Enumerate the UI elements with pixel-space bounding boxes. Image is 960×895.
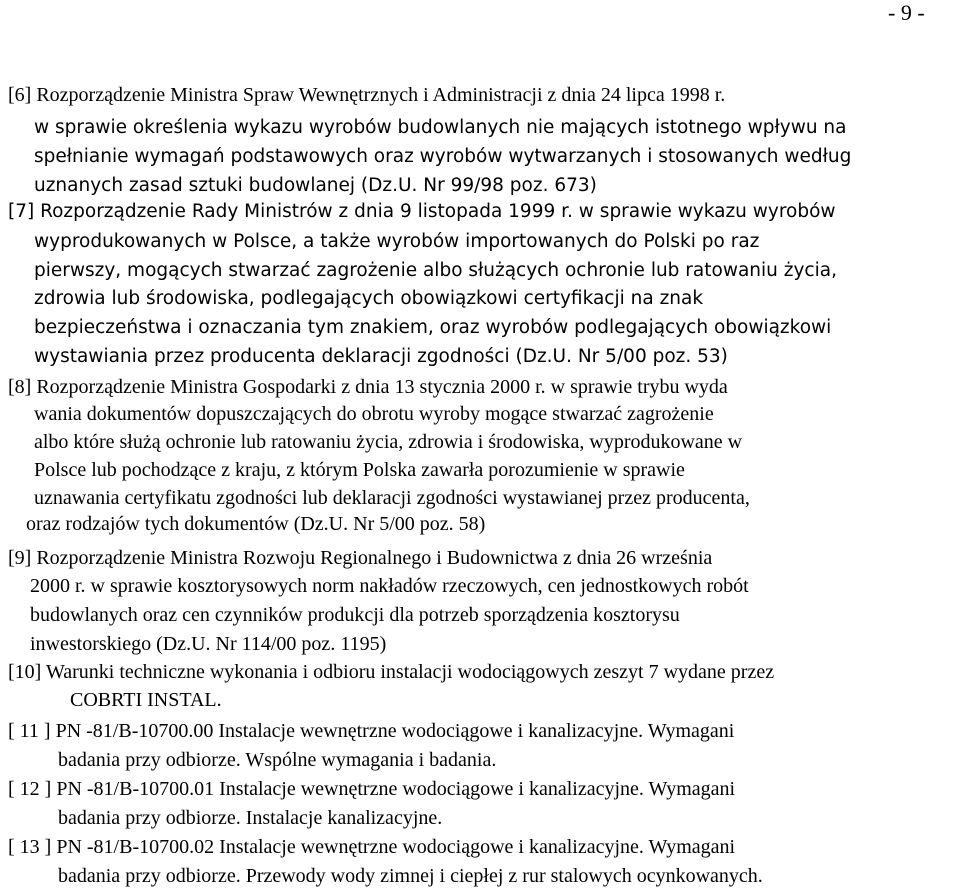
ref-8-line-3: albo które służą ochronie lub ratowaniu życia, zdrowia i środowiska, wyprodukowane w xyxy=(34,431,743,453)
ref-7-line-5: bezpieczeństwa i oznaczania tym znakiem, oraz wyrobów podlegających obowiązkowi xyxy=(34,317,832,338)
ref-8-line-6: oraz rodzajów tych dokumentów (Dz.U. Nr 5/00 poz. 58) xyxy=(26,513,486,535)
ref-8-line-2: wania dokumentów dopuszczających do obrotu wyroby mogące stwarzać zagrożenie xyxy=(34,403,714,425)
ref-9-line-2: 2000 r. w sprawie kosztorysowych norm nakładów rzeczowych, cen jednostkowych robót xyxy=(30,575,749,597)
ref-8-line-1: [8] Rozporządzenie Ministra Gospodarki z dnia 13 stycznia 2000 r. w sprawie trybu wyda xyxy=(8,376,728,398)
page-number: - 9 - xyxy=(888,0,925,25)
ref-13-line-2: badania przy odbiorze. Przewody wody zimnej i ciepłej z rur stalowych ocynkowanych. xyxy=(58,865,763,887)
ref-6-line-3: spełnianie wymagań podstawowych oraz wyrobów wytwarzanych i stosowanych według xyxy=(34,146,852,167)
ref-7-line-2: wyprodukowanych w Polsce, a także wyrobów importowanych do Polski po raz xyxy=(34,231,760,252)
ref-7-line-6: wystawiania przez producenta deklaracji zgodności (Dz.U. Nr 5/00 poz. 53) xyxy=(34,346,728,367)
ref-13-line-1: [ 13 ] PN -81/B-10700.02 Instalacje wewnętrzne wodociągowe i kanalizacyjne. Wymagani xyxy=(8,836,736,858)
ref-12-line-1: [ 12 ] PN -81/B-10700.01 Instalacje wewnętrzne wodociągowe i kanalizacyjne. Wymagani xyxy=(8,778,736,800)
ref-11-line-2: badania przy odbiorze. Wspólne wymagania i badania. xyxy=(58,749,497,771)
ref-12-line-2: badania przy odbiorze. Instalacje kanalizacyjne. xyxy=(58,807,443,829)
ref-6-line-2: w sprawie określenia wykazu wyrobów budowlanych nie mających istotnego wpływu na xyxy=(34,117,847,138)
ref-7-line-4: zdrowia lub środowiska, podlegających obowiązkowi certyfikacji na znak xyxy=(34,288,704,309)
ref-10-line-2: COBRTI INSTAL. xyxy=(70,689,222,711)
ref-9-line-3: budowlanych oraz cen czynników produkcji dla potrzeb sporządzenia kosztorysu xyxy=(30,604,680,626)
ref-8-line-5: uznawania certyfikatu zgodności lub deklaracji zgodności wystawianej przez producenta, xyxy=(34,487,750,509)
ref-11-line-1: [ 11 ] PN -81/B-10700.00 Instalacje wewnętrzne wodociągowe i kanalizacyjne. Wymagani xyxy=(8,720,735,742)
ref-6-line-4: uznanych zasad sztuki budowlanej (Dz.U. Nr 99/98 poz. 673) xyxy=(34,175,597,196)
ref-9-line-4: inwestorskiego (Dz.U. Nr 114/00 poz. 1195) xyxy=(30,633,387,655)
ref-7-line-1: [7] Rozporządzenie Rady Ministrów z dnia 9 listopada 1999 r. w sprawie wykazu wyrobów xyxy=(8,201,836,222)
ref-9-line-1: [9] Rozporządzenie Ministra Rozwoju Regionalnego i Budownictwa z dnia 26 września xyxy=(8,547,713,569)
ref-7-line-3: pierwszy, mogących stwarzać zagrożenie albo służących ochronie lub ratowaniu życia, xyxy=(34,260,837,281)
ref-8-line-4: Polsce lub pochodzące z kraju, z którym Polska zawarła porozumienie w sprawie xyxy=(34,459,685,481)
ref-10-line-1: [10] Warunki techniczne wykonania i odbioru instalacji wodociągowych zeszyt 7 wydane przez xyxy=(8,661,775,683)
ref-6-line-1: [6] Rozporządzenie Ministra Spraw Wewnętrznych i Administracji z dnia 24 lipca 1998 r. xyxy=(8,84,726,106)
